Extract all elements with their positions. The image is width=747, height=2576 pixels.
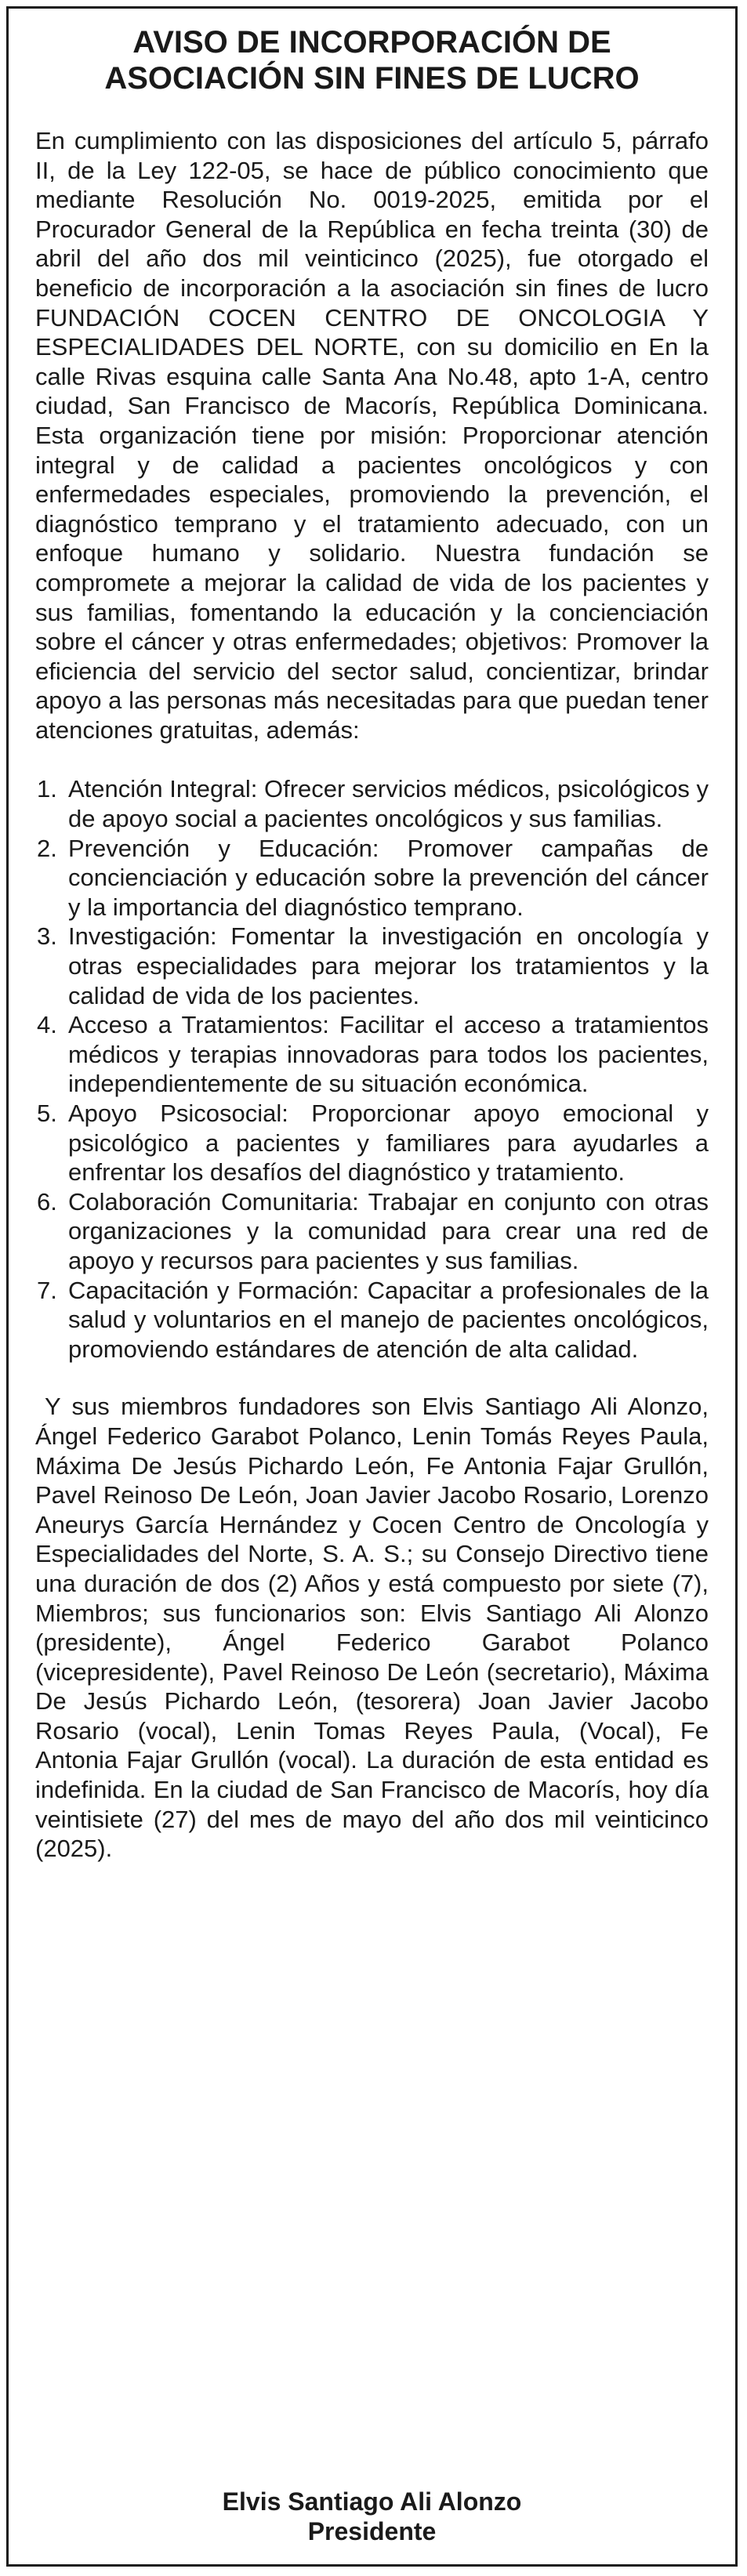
objective-item — [35, 1187, 709, 1276]
signature-role: Presidente — [307, 2517, 437, 2545]
objective-number: 5. — [37, 1100, 57, 1127]
objective-item — [35, 1010, 709, 1099]
objective-item — [35, 1276, 709, 1364]
objective-item — [35, 1099, 709, 1187]
objective-text: Acceso a Tratamientos: Facilitar el acceso a tratamientos médicos y terapias innovadoras para todos los pacientes, independientemente de su situación económica. — [68, 1011, 709, 1098]
objective-text: Atención Integral: Ofrecer servicios médicos, psicológicos y de apoyo social a pacientes oncológicos y sus familias. — [68, 775, 709, 833]
objective-number: 1. — [37, 775, 57, 803]
objective-text: Colaboración Comunitaria: Trabajar en conjunto con otras organizaciones y la comunidad para crear una red de apoyo y recursos para pacientes y sus familias. — [68, 1187, 709, 1274]
objective-text: Apoyo Psicosocial: Proporcionar apoyo emocional y psicológico a pacientes y familiares para ayudarles a enfrentar los desafíos del diagnóstico y tratamiento. — [68, 1100, 709, 1187]
objective-item — [35, 834, 709, 922]
title-line-1: AVISO DE INCORPORACIÓN DE — [132, 25, 611, 60]
objective-number: 4. — [37, 1011, 57, 1039]
objectives-list — [35, 774, 709, 1364]
objective-text: Capacitación y Formación: Capacitar a profesionales de la salud y voluntarios en el manejo de pacientes oncológicos, promoviendo estándares de atención de alta calidad. — [68, 1276, 709, 1363]
signature-block — [24, 2487, 720, 2546]
notice-title — [24, 24, 720, 96]
notice-body — [35, 126, 709, 1864]
objective-number: 2. — [37, 834, 57, 862]
objective-text: Prevención y Educación: Promover campañas de concienciación y educación sobre la prevención del cáncer y la importancia del diagnóstico temprano. — [68, 834, 709, 921]
title-line-2: ASOCIACIÓN SIN FINES DE LUCRO — [104, 61, 640, 96]
objective-number: 3. — [37, 922, 57, 951]
objective-number: 7. — [37, 1276, 57, 1304]
intro-paragraph: En cumplimiento con las disposiciones del artículo 5, párrafo II, de la Ley 122-05, se hace de público conocimiento que mediante Resolución No. 0019-2025, emitida por el Procurador General de la República en fecha treinta (30) de abril del año dos mil veinticinco (2025), fue otorgado el beneficio de incorporación a la asociación sin fines de lucro FUNDACIÓN COCEN CENTRO DE ONCOLOGIA Y ESPECIALIDADES DEL NORTE, con su domicilio en En la calle Rivas esquina calle Santa Ana No.48, apto 1-A, centro ciudad, San Francisco de Macorís, República Dominicana. Esta organización tiene por misión: Proporcionar atención integral y de calidad a pacientes oncológicos y con enfermedades especiales, promoviendo la prevención, el diagnóstico temprano y el tratamiento adecuado, con un enfoque humano y solidario. Nuestra fundación se compromete a mejorar la calidad de vida de los pacientes y sus familias, fomentando la educación y la concienciación sobre el cáncer y otras enfermedades; objetivos: Promover la eficiencia del servicio del sector salud, concientizar, brindar apoyo a las personas más necesitadas para que puedan tener atenciones gratuitas, además: — [35, 127, 709, 744]
objective-item — [35, 922, 709, 1010]
members-paragraph: Y sus miembros fundadores son Elvis Santiago Ali Alonzo, Ángel Federico Garabot Polanco, Lenin Tomás Reyes Paula, Máxima De Jesús Pichardo León, Fe Antonia Fajar Grullón, Pavel Reinoso De León, Joan Javier Jacobo Rosario, Lorenzo Aneurys García Hernández y Cocen Centro de Oncología y Especialidades del Norte, S. A. S.; su Consejo Directivo tiene una duración de dos (2) Años y está compuesto por siete (7), Miembros; sus funcionarios son: Elvis Santiago Ali Alonzo (presidente), Ángel Federico Garabot Polanco (vicepresidente), Pavel Reinoso De León (secretario), Máxima De Jesús Pichardo León, (tesorera) Joan Javier Jacobo Rosario (vocal), Lenin Tomas Reyes Paula, (Vocal), Fe Antonia Fajar Grullón (vocal). La duración de esta entidad es indefinida. En la ciudad de San Francisco de Macorís, hoy día veintisiete (27) del mes de mayo del año dos mil veinticinco (2025). — [35, 1393, 709, 1863]
signature-name: Elvis Santiago Ali Alonzo — [222, 2487, 522, 2516]
objective-item — [35, 774, 709, 833]
objective-number: 6. — [37, 1187, 57, 1216]
objective-text: Investigación: Fomentar la investigación en oncología y otras especialidades para mejorar los tratamientos y la calidad de vida de los pacientes. — [68, 922, 709, 1009]
notice-frame — [6, 6, 738, 2567]
